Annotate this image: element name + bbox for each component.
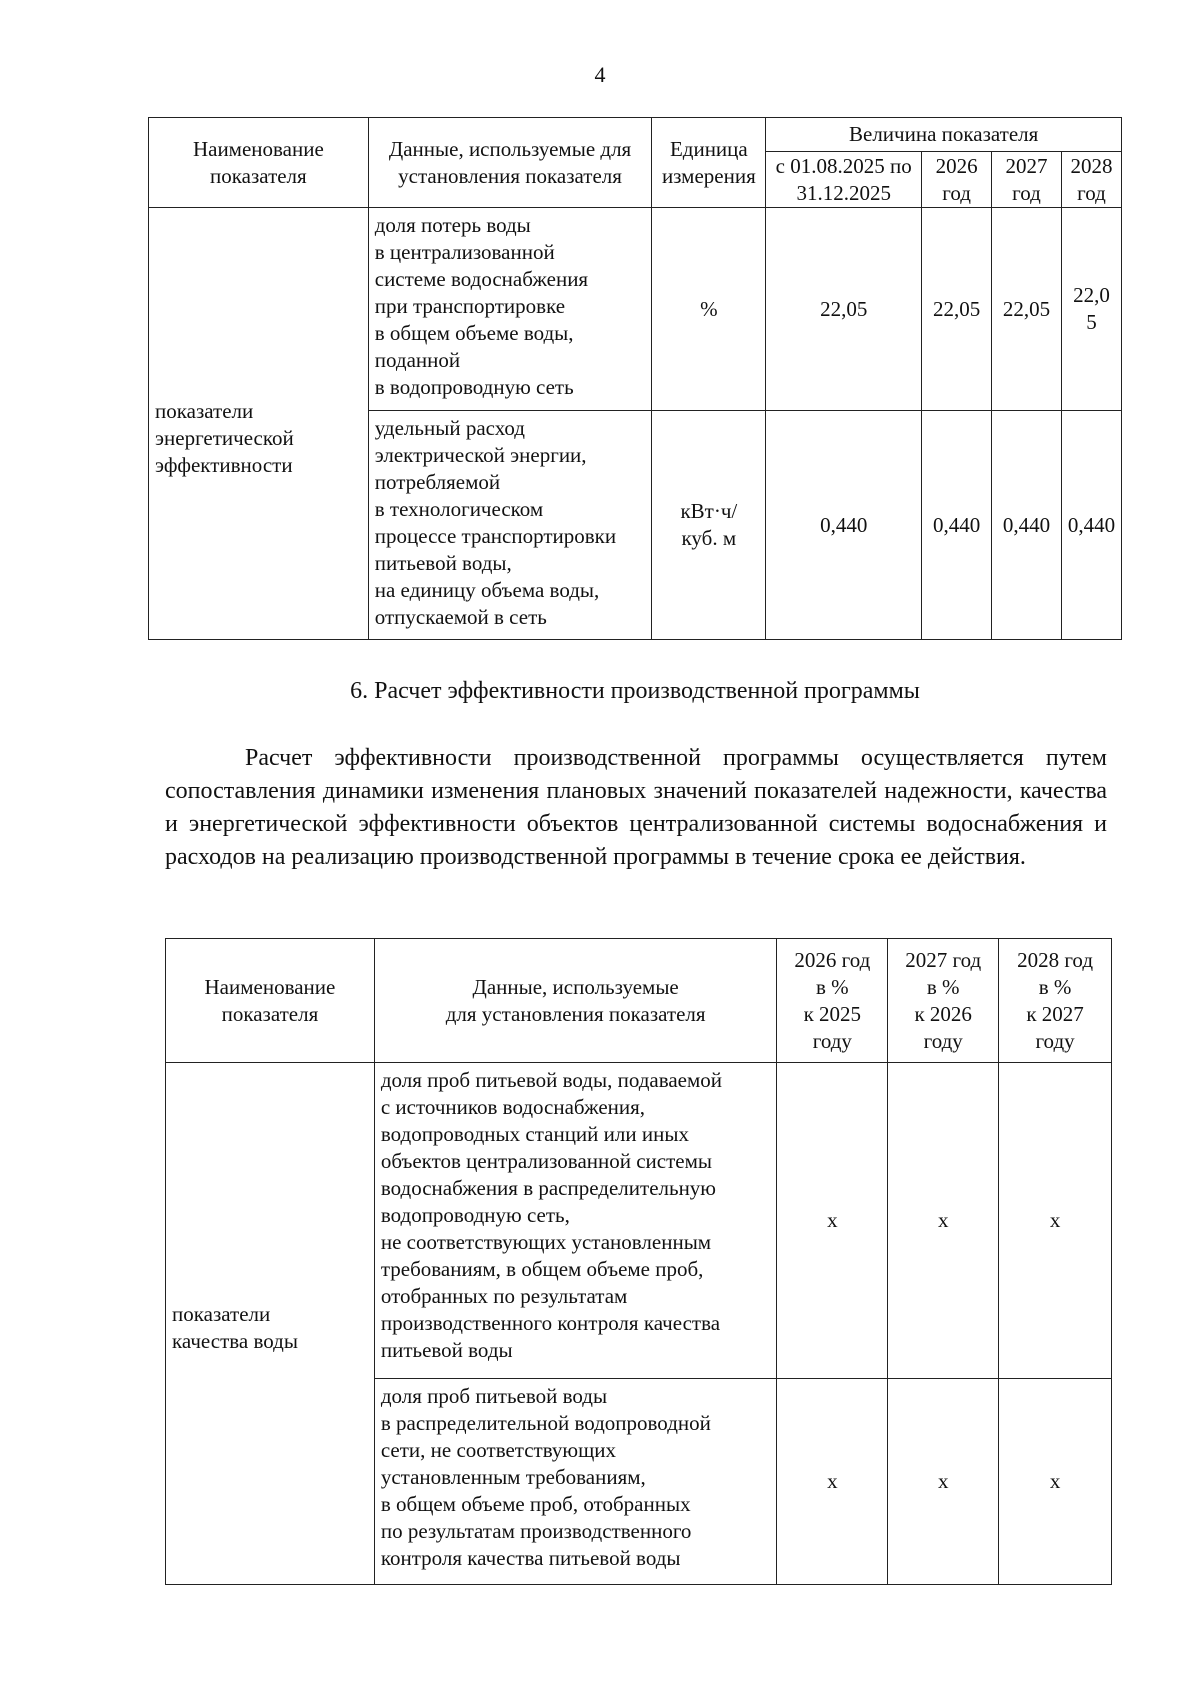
header-2028: 2028 год — [1061, 152, 1121, 208]
row-2028-value: x — [999, 1379, 1112, 1585]
water-quality-table — [165, 938, 1112, 1585]
row-period-value: 22,05 — [766, 208, 922, 411]
table-row — [149, 208, 1122, 411]
row-unit: % — [652, 208, 766, 411]
header-name: Наименование показателя — [166, 939, 375, 1063]
row-2027-value: x — [888, 1063, 999, 1379]
row-unit: кВт·ч/ куб. м — [652, 411, 766, 640]
row-2028-value: x — [999, 1063, 1112, 1379]
row-2026-value: x — [777, 1379, 888, 1585]
row-2026-value: x — [777, 1063, 888, 1379]
header-unit: Единица измерения — [652, 118, 766, 208]
row-description: доля потерь воды в централизованной системе водоснабжения при транспортировке в общем объеме воды, поданной в водопроводную сеть — [368, 208, 652, 411]
group-name — [149, 208, 369, 640]
paragraph: Расчет эффективности производственной программы осуществляется путем сопоставления динамики изменения плановых значений показателей надежности, качества и энергетической эффективности объектов централизованной системы водоснабжения и расходов на реализацию производственной программы в течение срока ее действия. — [165, 745, 1107, 870]
group-name — [166, 1063, 375, 1585]
row-2027-value: x — [888, 1379, 999, 1585]
row-description: доля проб питьевой воды, подаваемой с источников водоснабжения, водопроводных станций или иных объектов централизованной системы водоснабжения в распределительную водопроводную сеть, не соответствующих установленным требованиям, в общем объеме проб, отобранных по результатам производственного контроля качества питьевой воды — [374, 1063, 777, 1379]
row-2027-value: 0,440 — [992, 411, 1062, 640]
energy-efficiency-table — [148, 117, 1122, 640]
header-period: с 01.08.2025 по 31.12.2025 — [766, 152, 922, 208]
header-data: Данные, используемые для установления показателя — [374, 939, 777, 1063]
row-2027-value: 22,05 — [992, 208, 1062, 411]
header-2027: 2027 год — [992, 152, 1062, 208]
row-description: удельный расход электрической энергии, потребляемой в технологическом процессе транспортировки питьевой воды, на единицу объема воды, отпускаемой в сеть — [368, 411, 652, 640]
group-name-text: показатели качества воды — [172, 1302, 298, 1353]
row-2026-value: 22,05 — [922, 208, 992, 411]
row-2028-value: 0,440 — [1061, 411, 1121, 640]
header-2027: 2027 год в % к 2026 году — [888, 939, 999, 1063]
row-period-value: 0,440 — [766, 411, 922, 640]
section-title: 6. Расчет эффективности производственной программы — [350, 678, 920, 704]
header-name: Наименование показателя — [149, 118, 369, 208]
row-description: доля проб питьевой воды в распределительной водопроводной сети, не соответствующих установленным требованиям, в общем объеме проб, отобранных по результатам производственного контроля качества питьевой воды — [374, 1379, 777, 1585]
row-2026-value: 0,440 — [922, 411, 992, 640]
header-2028: 2028 год в % к 2027 году — [999, 939, 1112, 1063]
row-2028-value: 22,0 5 — [1061, 208, 1121, 411]
header-2026: 2026 год в % к 2025 году — [777, 939, 888, 1063]
header-2026: 2026 год — [922, 152, 992, 208]
group-name-text: показатели энергетической эффективности — [155, 399, 294, 477]
table-row — [166, 1063, 1112, 1379]
header-data: Данные, используемые для установления показателя — [368, 118, 652, 208]
header-value-group: Величина показателя — [766, 118, 1122, 152]
page-number: 4 — [594, 62, 606, 87]
